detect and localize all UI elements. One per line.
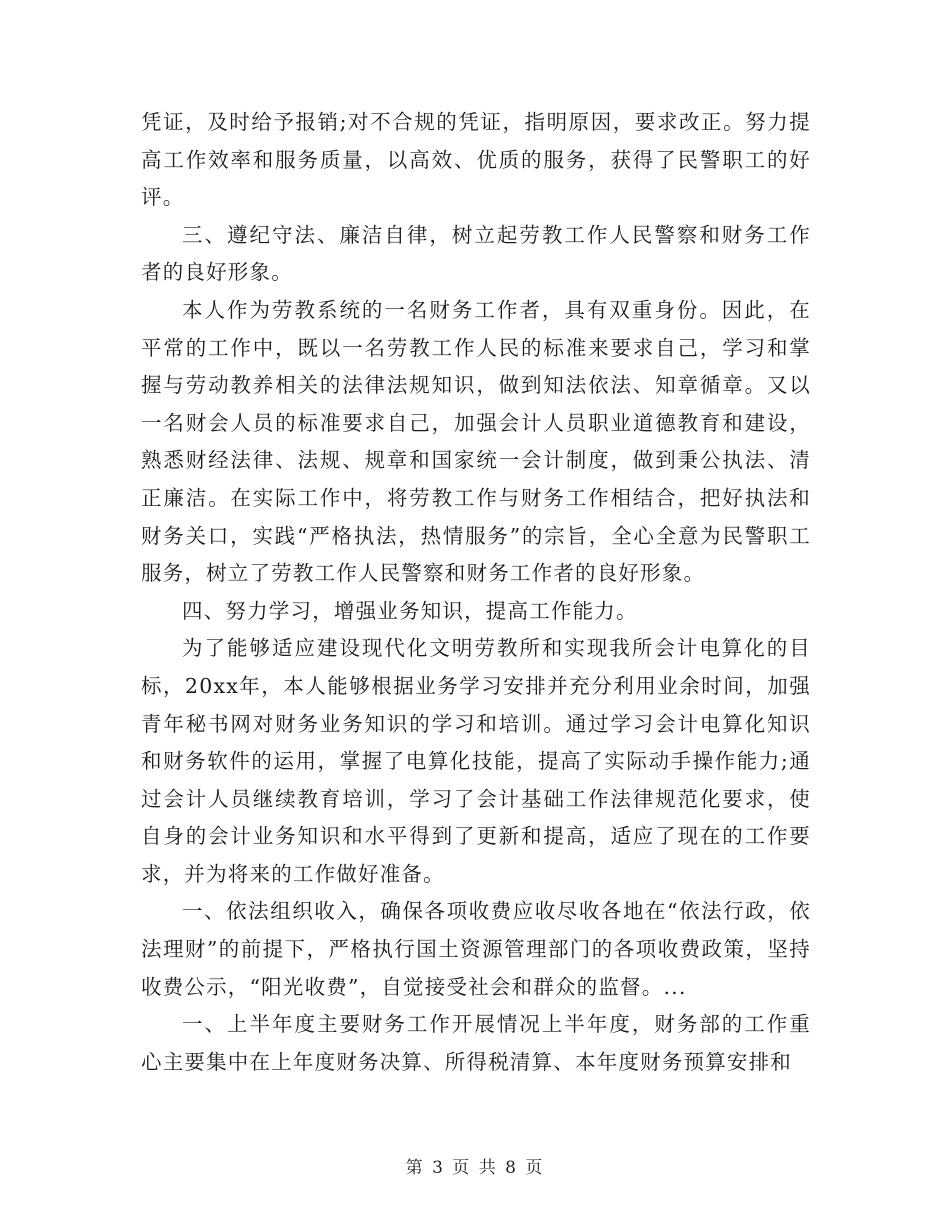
paragraph-income: 一、依法组织收入，确保各项收费应收尽收各地在“依法行政，依法理财”的前提下，严格执行国土资源管理部门的各项收费政策，坚持收费公示，“阳光收费”，自觉接受社会和群众的监督。... [141, 899, 811, 999]
page-number-footer: 第 3 页 共 8 页 [405, 1158, 545, 1178]
paragraph-study: 为了能够适应建设现代化文明劳教所和实现我所会计电算化的目标，20xx年，本人能够根据业务学习安排并充分利用业余时间，加强青年秘书网对财务业务知识的学习和培训。通过学习会计电算化知识和财务软件的运用，掌握了电算化技能，提高了实际动手操作能力;通过会计人员继续教育培训，学习了会计基础工作法律规范化要求，使自身的会计业务知识和水平得到了更新和提高，适应了现在的工作要求，并为将来的工作做好准备。 [141, 636, 811, 886]
paragraph-dual-identity: 本人作为劳教系统的一名财务工作者，具有双重身份。因此，在平常的工作中，既以一名劳教工作人民的标准来要求自己，学习和掌握与劳动教养相关的法律法规知识，做到知法依法、知章循章。又以一名财会人员的标准要求自己，加强会计人员职业道德教育和建设，熟悉财经法律、法规、规章和国家统一会计制度，做到秉公执法、清正廉洁。在实际工作中，将劳教工作与财务工作相结合，把好执法和财务关口，实践“严格执法，热情服务”的宗旨，全心全意为民警职工服务，树立了劳教工作人民警察和财务工作者的良好形象。 [141, 297, 811, 586]
heading-section-four: 四、努力学习，增强业务知识，提高工作能力。 [182, 598, 638, 623]
paragraph-half-year: 一、上半年度主要财务工作开展情况上半年度，财务部的工作重心主要集中在上年度财务决算、所得税清算、本年度财务预算安排和 [141, 1012, 811, 1074]
heading-section-three: 三、遵纪守法、廉洁自律，树立起劳教工作人民警察和财务工作者的良好形象。 [141, 222, 811, 285]
document-body [141, 104, 811, 1081]
paragraph-continuation: 凭证，及时给予报销;对不合规的凭证，指明原因，要求改正。努力提高工作效率和服务质量，以高效、优质的服务，获得了民警职工的好评。 [141, 110, 811, 210]
